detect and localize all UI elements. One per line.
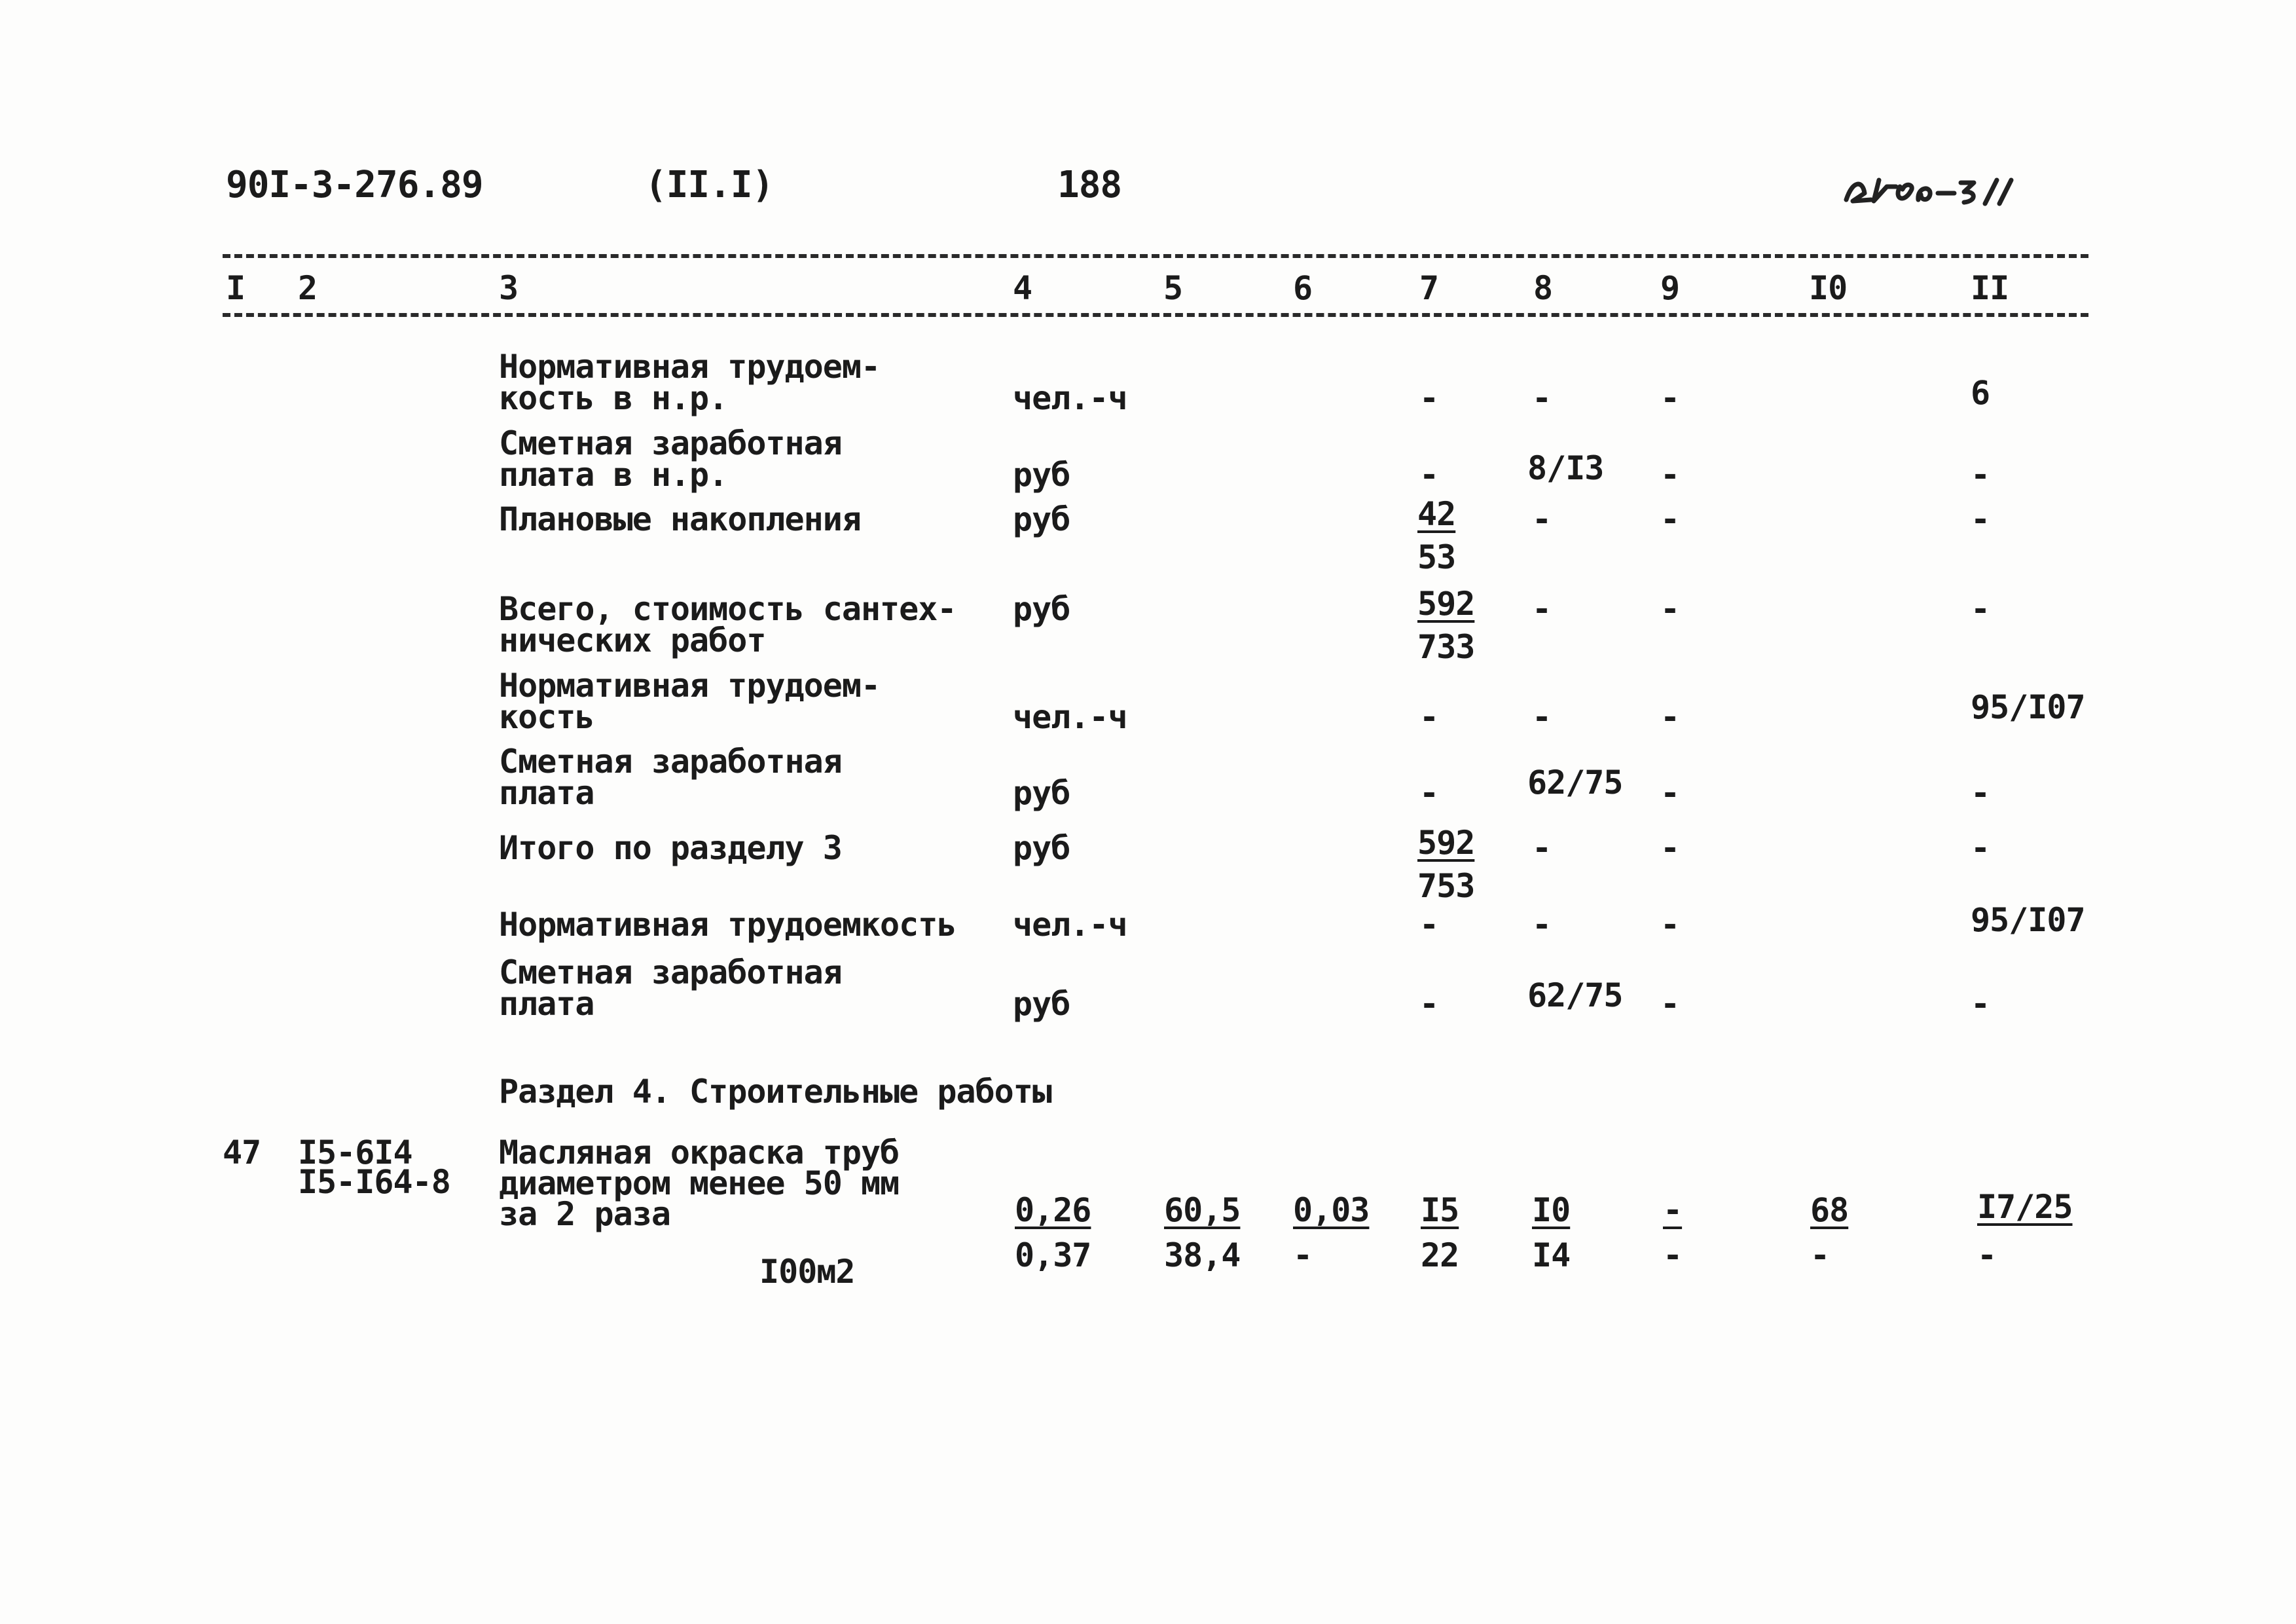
col-header-9: 9 [1660, 269, 1680, 307]
col-header-11: II [1971, 269, 2009, 307]
row-col11: - [1971, 500, 1990, 538]
row-description-cont: плата [499, 985, 594, 1023]
row-col7: - [1419, 774, 1439, 812]
col-header-7: 7 [1419, 269, 1439, 307]
section-total-label: Итого по разделу 3 [499, 829, 842, 867]
item-col7-bottom: 22 [1421, 1236, 1459, 1274]
row-unit: руб [1013, 500, 1070, 538]
item-col9-top: - [1663, 1191, 1683, 1229]
row-col7: - [1419, 698, 1439, 736]
item-description-cont: диаметром менее 50 мм [499, 1164, 900, 1202]
row-col11: - [1971, 985, 1990, 1023]
item-col8-bottom: I4 [1532, 1236, 1571, 1274]
row-unit: руб [1013, 829, 1070, 867]
row-col9: - [1660, 379, 1680, 417]
row-col7: - [1419, 456, 1439, 494]
row-unit: чел.-ч [1013, 906, 1127, 944]
row-col7: - [1419, 906, 1439, 944]
item-col5-bottom: 38,4 [1164, 1236, 1241, 1274]
col-header-10: I0 [1809, 269, 1848, 307]
row-description-cont: плата в н.р. [499, 456, 728, 494]
row-unit: руб [1013, 590, 1070, 628]
row-col9: - [1660, 829, 1680, 867]
row-col7-numerator: 42 [1417, 495, 1456, 533]
item-col4-top: 0,26 [1015, 1191, 1091, 1229]
col-header-4: 4 [1013, 269, 1032, 307]
row-col8: 62/75 [1527, 976, 1623, 1014]
row-description-cont: кость [499, 698, 594, 736]
row-col9: - [1660, 500, 1680, 538]
row-description: Сметная заработная [499, 743, 842, 781]
row-description-cont: кость в н.р. [499, 379, 728, 417]
row-col11: 95/I07 [1971, 901, 2085, 939]
item-description: Масляная окраска труб [499, 1134, 900, 1172]
section-heading: Раздел 4. Строительные работы [499, 1073, 1051, 1111]
col-header-6: 6 [1293, 269, 1313, 307]
item-col5-top: 60,5 [1164, 1191, 1241, 1229]
item-code: I5-6I4 [298, 1134, 412, 1172]
row-col11: - [1971, 829, 1990, 867]
row-col11: 95/I07 [1971, 688, 2085, 726]
row-col7-denominator: 733 [1417, 628, 1475, 666]
row-col8: - [1532, 698, 1552, 736]
handwritten-note [1840, 160, 2056, 213]
row-unit: руб [1013, 774, 1070, 812]
row-col7-denominator: 753 [1417, 867, 1475, 905]
row-col11: - [1971, 590, 1990, 628]
row-col8: - [1532, 379, 1552, 417]
row-unit: чел.-ч [1013, 698, 1127, 736]
row-description-cont: плата [499, 774, 594, 812]
item-number: 47 [223, 1134, 261, 1172]
item-unit: I00м2 [759, 1253, 855, 1291]
row-col8: 8/I3 [1527, 449, 1604, 487]
row-description: Плановые накопления [499, 500, 861, 538]
item-col9-bottom: - [1663, 1236, 1683, 1274]
row-col11: - [1971, 456, 1990, 494]
item-col10-top: 68 [1810, 1191, 1849, 1229]
col-header-5: 5 [1163, 269, 1183, 307]
row-col9: - [1660, 590, 1680, 628]
item-col8-top: I0 [1532, 1191, 1571, 1229]
row-description: Сметная заработная [499, 424, 842, 462]
row-description: Нормативная трудоем- [499, 667, 881, 705]
row-col8: - [1532, 590, 1552, 628]
item-col11-top: I7/25 [1977, 1188, 2073, 1226]
col-header-1: I [226, 269, 246, 307]
row-col8: 62/75 [1527, 764, 1623, 802]
row-description: Всего, стоимость сантех- [499, 590, 957, 628]
row-col7: - [1419, 379, 1439, 417]
col-header-8: 8 [1533, 269, 1553, 307]
row-col7-numerator: 592 [1417, 585, 1475, 623]
row-col9: - [1660, 774, 1680, 812]
item-col6-bottom: - [1293, 1236, 1313, 1274]
row-unit: руб [1013, 985, 1070, 1023]
section-number: (II.I) [645, 164, 774, 206]
row-col7: - [1419, 985, 1439, 1023]
row-col9: - [1660, 985, 1680, 1023]
col-header-3: 3 [499, 269, 519, 307]
row-col11: - [1971, 774, 1990, 812]
row-col7-numerator: 592 [1417, 824, 1475, 862]
row-col8: - [1532, 906, 1552, 944]
row-col9: - [1660, 906, 1680, 944]
header-rule-bottom [223, 313, 2088, 317]
page-number: 188 [1057, 164, 1122, 206]
item-description-cont: за 2 раза [499, 1195, 670, 1233]
row-description-cont: нических работ [499, 621, 766, 659]
item-col10-bottom: - [1810, 1236, 1830, 1274]
item-col7-top: I5 [1421, 1191, 1459, 1229]
item-code-secondary: I5-I64-8 [298, 1163, 450, 1201]
item-col6-top: 0,03 [1293, 1191, 1370, 1229]
col-header-2: 2 [298, 269, 318, 307]
row-col9: - [1660, 698, 1680, 736]
row-unit: руб [1013, 456, 1070, 494]
document-code: 90I-3-276.89 [226, 164, 483, 206]
row-col7-denominator: 53 [1417, 538, 1456, 576]
row-description: Нормативная трудоемкость [499, 906, 957, 944]
row-col9: - [1660, 456, 1680, 494]
row-description: Сметная заработная [499, 953, 842, 991]
item-col11-bottom: - [1977, 1236, 1997, 1274]
row-col8: - [1532, 500, 1552, 538]
row-col11: 6 [1971, 374, 1990, 412]
row-description: Нормативная трудоем- [499, 348, 881, 386]
row-unit: чел.-ч [1013, 379, 1127, 417]
item-col4-bottom: 0,37 [1015, 1236, 1091, 1274]
header-rule-top [223, 254, 2088, 258]
row-col8: - [1532, 829, 1552, 867]
